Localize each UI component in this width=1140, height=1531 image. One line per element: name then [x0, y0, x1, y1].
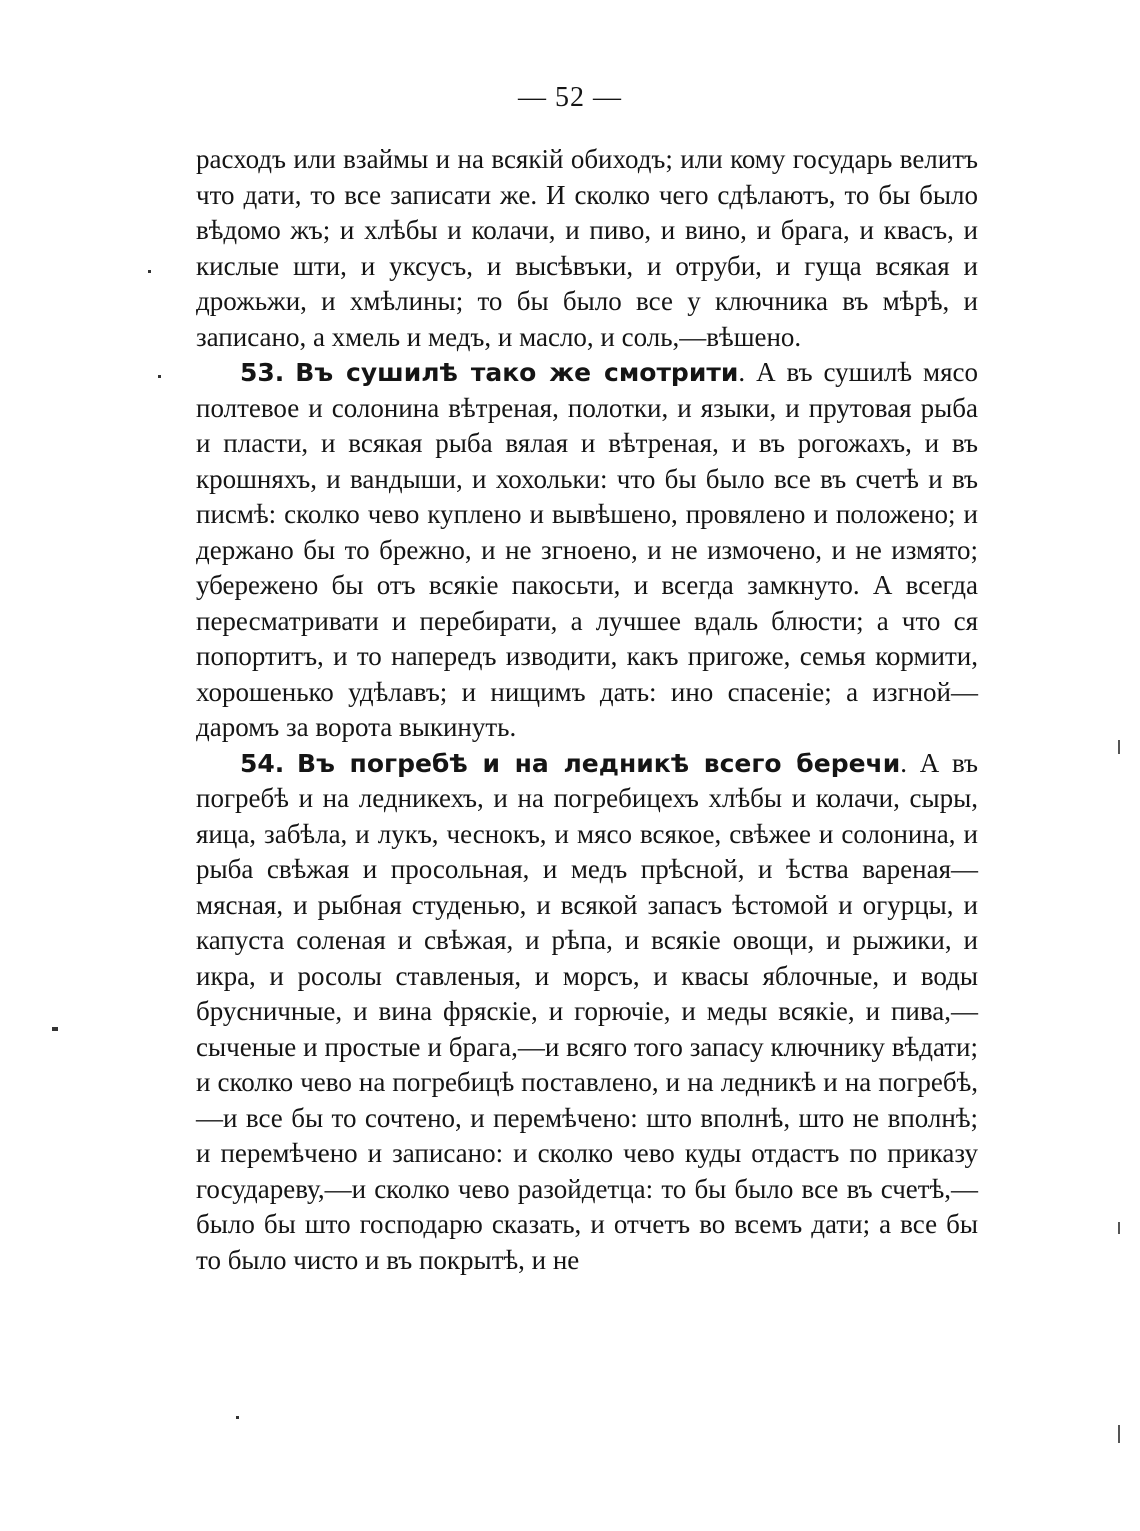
paragraph-text: расходъ или взаймы и на всякій обиходъ; или кому государь велитъ что дати, то все записати же. И сколко чего сдѣлаютъ, то бы было вѣдомо жъ; и хлѣбы и колачи, и пиво, и вино, и брага, и квасъ, и кислые шти, и уксусъ, и высѣвъки, и отруби, и гуща всякая и дрожьжи, и хмѣлины; то бы было все у ключника въ мѣрѣ, и записано, а хмель и медъ, и масло, и соль,—вѣшено. [196, 144, 978, 352]
paragraph-54 [196, 746, 978, 1279]
scan-speck [236, 1416, 239, 1419]
section-number: 54. [240, 748, 285, 778]
section-heading: Въ погребѣ и на ледникѣ всего беречи [297, 748, 901, 778]
paragraph-text: . А въ сушилѣ мясо полтевое и солонина вѣтреная, полотки, и языки, и прутовая рыба и пласти, и всякая рыба вялая и вѣтреная, и въ рогожахъ, и въ крошняхъ, и вандыши, и хохольки: что бы было все въ счетѣ и въ писмѣ: сколко чево куплено и вывѣшено, провялено и положено; и держано бы то брежно, и не згноено, и не измочено, и не измято; убережено бы отъ всякіе пакосьти, и всегда замкнуто. А всегда пересматривати и перебирати, а лучшее вдаль блюсти; а что ся попортитъ, и то напередъ изводити, какъ пригоже, семья кормити, хорошенько удѣлавъ; и нищимъ дать: ино спасеніе; а изгной—даромъ за ворота выкинуть. [196, 357, 978, 742]
page-number: — 52 — [518, 82, 622, 113]
scan-speck [52, 1027, 58, 1031]
main-text [196, 142, 978, 1278]
scan-edge-line [1118, 740, 1120, 754]
section-heading: Въ сушилѣ тако же смотрити [295, 358, 739, 387]
scan-speck [158, 375, 161, 378]
paragraph-53 [196, 355, 978, 746]
scan-edge-line [1118, 1222, 1120, 1234]
paragraph-text: . А въ погребѣ и на ледникехъ, и на погребицехъ хлѣбы и колачи, сыры, яица, забѣла, и лукъ, чеснокъ, и мясо всякое, свѣжее и солонина, и рыба свѣжая и просольная, и медъ прѣсной, и ѣства вареная—мясная, и рыбная студенью, и всякой запасъ ѣстомой и огурцы, и капуста соленая и свѣжая, и рѣпа, и всякіе овощи, и рыжики, и икра, и росолы ставленыя, и морсъ, и квасы яблочные, и воды брусничные, и вина фряскіе, и горючіе, и меды всякіе, и пива,—сыченые и простые и брага,—и всяго того запасу ключнику вѣдати; и сколко чево на погребицѣ поставлено, и на ледникѣ и на погребѣ,—и все бы то сочтено, и перемѣчено: што вполнѣ, што не вполнѣ; и перемѣчено и записано: и сколко чево куды отдастъ по приказу государеву,—и сколко чево разойдетца: то бы было все въ счетѣ,—было бы што господарю сказать, и отчетъ во всемъ дати; а все бы то было чисто и въ покрытѣ, и не [196, 747, 978, 1275]
paragraph-continuation [196, 142, 978, 355]
section-number: 53. [240, 358, 285, 387]
scan-edge-line [1118, 1425, 1120, 1443]
scan-speck [148, 270, 151, 273]
